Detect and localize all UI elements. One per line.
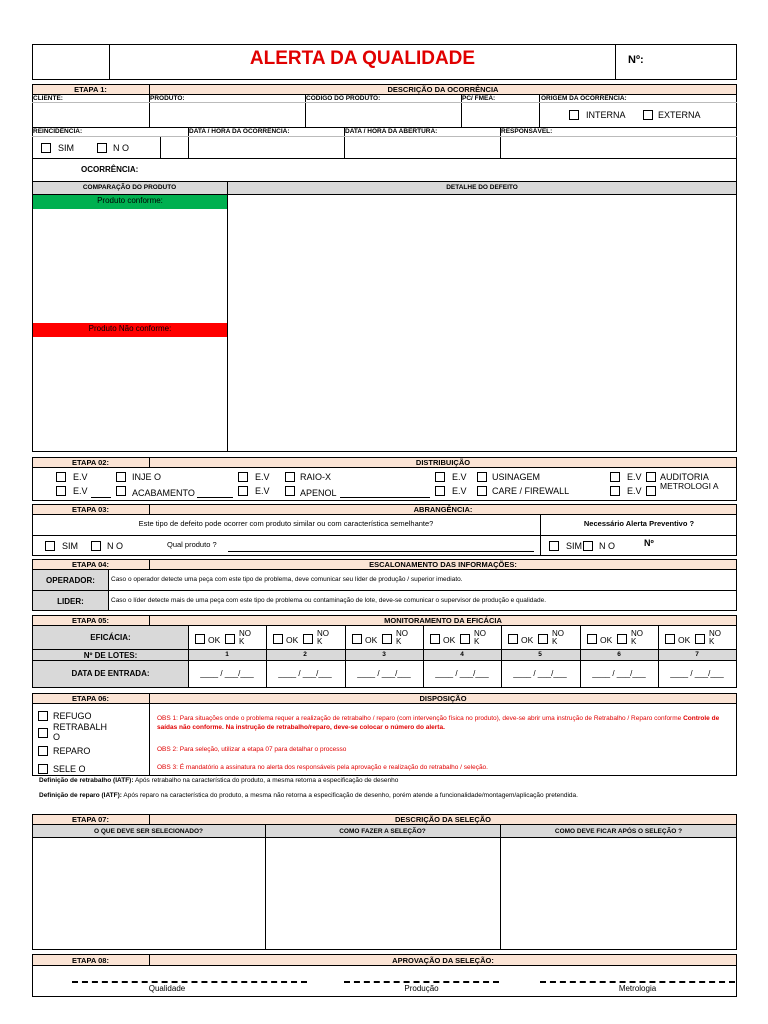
etapa5-title: MONITORAMENTO DA EFICÁCIA <box>384 616 502 625</box>
refugo-checkbox[interactable] <box>38 711 48 721</box>
lote-number-1: 1 <box>225 651 229 658</box>
nok-checkbox-1[interactable] <box>225 634 235 644</box>
data-entrada-6[interactable]: ____ / ___/___ <box>592 669 646 678</box>
ev-checkbox-1[interactable] <box>56 472 66 482</box>
raio-x-label: RAIO-X <box>300 472 332 482</box>
interna-checkbox[interactable] <box>569 110 579 120</box>
data-abertura-label: DATA / HORA DA ABERTURA: <box>345 128 438 135</box>
selecao-col3-field[interactable] <box>501 838 736 949</box>
ok-checkbox-3[interactable] <box>352 634 362 644</box>
ev-label-4: E.V <box>255 486 270 496</box>
lotes-label: Nº DE LOTES: <box>83 651 138 660</box>
nok-label-5: NO K <box>552 629 564 646</box>
obs3-text: OBS 3: É mandatório a assinatura no alerta dos responsáveis pela aprovação e realização do retrabalho / seleção. <box>157 764 488 771</box>
data-abertura-field[interactable] <box>345 137 499 158</box>
ok-label-1: OK <box>208 635 221 645</box>
nok-label-3: NO K <box>396 629 408 646</box>
assinatura-producao[interactable] <box>344 968 499 981</box>
responsavel-field[interactable] <box>501 137 736 158</box>
detalhe-heading: DETALHE DO DEFEITO <box>446 184 518 191</box>
selecao-checkbox[interactable] <box>38 764 48 774</box>
abrangencia-nao-label: N O <box>107 541 124 551</box>
externa-checkbox[interactable] <box>643 110 653 120</box>
cliente-field[interactable] <box>33 103 148 127</box>
ok-label-3: OK <box>365 635 378 645</box>
ev-label-1: E.V <box>73 472 88 482</box>
entrada-label: DATA DE ENTRADA: <box>71 669 150 678</box>
data-entrada-7[interactable]: ____ / ___/___ <box>670 669 724 678</box>
reparo-checkbox[interactable] <box>38 746 48 756</box>
ocorrencia-field[interactable] <box>140 160 735 180</box>
selecao-col1-heading: O QUE DEVE SER SELECIONADO? <box>93 828 204 835</box>
alert-number-field[interactable] <box>652 48 734 76</box>
ok-label-6: OK <box>600 635 613 645</box>
selecao-col2-heading: COMO FAZER A SELEÇÃO? <box>339 828 426 835</box>
ok-checkbox-2[interactable] <box>273 634 283 644</box>
care-firewall-label: CARE / FIREWALL <box>492 486 570 496</box>
sign-metrologia-label: Metrologia <box>618 984 657 993</box>
produto-field[interactable] <box>150 103 304 127</box>
etapa7-stage: ETAPA 07: <box>72 815 109 824</box>
retrabalho-label: RETRABALH O <box>53 722 108 742</box>
reincidencia-nao-label: N O <box>113 143 130 153</box>
reincidencia-sim-checkbox[interactable] <box>41 143 51 153</box>
abrangencia-question: Este tipo de defeito pode ocorrer com produto similar ou com característica semelhante? <box>138 519 434 528</box>
data-ocorrencia-field[interactable] <box>189 137 343 158</box>
definicao-retrabalho: Definição de retrabalho (IATF): Após retrabalho na característica do produto, a mesma retorna a especificação de desenho <box>39 777 399 784</box>
usinagem-label: USINAGEM <box>492 472 541 482</box>
etapa2-title: DISTRIBUIÇÃO <box>415 458 471 467</box>
selecao-label: SELE O <box>53 764 86 774</box>
data-entrada-2[interactable]: ____ / ___/___ <box>278 669 332 678</box>
produto-nao-conforme-image[interactable] <box>33 338 227 451</box>
injecao-checkbox[interactable] <box>116 472 126 482</box>
etapa1-title: DESCRIÇÃO DA OCORRÊNCIA <box>387 85 499 94</box>
reincidencia-nao-checkbox[interactable] <box>97 143 107 153</box>
apenol-checkbox[interactable] <box>285 486 295 496</box>
lote-number-4: 4 <box>460 651 464 658</box>
lote-number-6: 6 <box>617 651 621 658</box>
assinatura-qualidade[interactable] <box>72 968 307 981</box>
acabamento-label: ACABAMENTO <box>132 488 195 498</box>
lote-number-7: 7 <box>695 651 699 658</box>
obs1-text: OBS 1: Para situações onde o problema requer a realização de retrabalho / reparo (com intervenção física no produto), deve-se abrir uma instrução de Retrabalho / Reparo conforme Controle de saídas não conforme. Na instrução de retrabalho/reparo, deve-se colocar o número do alerta. <box>157 715 720 731</box>
preventivo-nao-checkbox[interactable] <box>583 541 593 551</box>
codigo-label: CÓDIGO DO PRODUTO: <box>306 95 381 102</box>
lider-text: Caso o líder detecte mais de uma peça com este tipo de problema ou contaminação de lote, deve-se comunicar o supervisor de produção e qualidade. <box>111 597 547 604</box>
ev-checkbox-3[interactable] <box>238 472 248 482</box>
metrologia-checkbox[interactable] <box>646 486 656 496</box>
etapa8-title: APROVAÇÃO DA SELEÇÃO: <box>392 956 494 965</box>
assinatura-metrologia[interactable] <box>540 968 735 981</box>
cliente-label: CLIENTE: <box>33 95 63 102</box>
etapa8-stage: ETAPA 08: <box>72 956 109 965</box>
nok-label-7: NO K <box>709 629 721 646</box>
pcfmea-label: PC/ FMEA: <box>462 95 496 102</box>
etapa5-stage: ETAPA 05: <box>72 616 109 625</box>
data-entrada-4[interactable]: ____ / ___/___ <box>435 669 489 678</box>
ok-checkbox-1[interactable] <box>195 634 205 644</box>
auditoria-label: AUDITORIA <box>660 472 709 482</box>
data-ocorrencia-label: DATA / HORA DA OCORRÊNCIA: <box>189 128 290 135</box>
produto-conforme-image[interactable] <box>33 210 227 322</box>
eficacia-label: EFICÁCIA: <box>90 633 131 642</box>
ok-label-7: OK <box>678 635 691 645</box>
injecao-label: INJE O <box>132 472 162 482</box>
etapa4-title: ESCALONAMENTO DAS INFORMAÇÕES: <box>369 560 517 569</box>
acabamento-checkbox[interactable] <box>116 486 126 496</box>
data-entrada-1[interactable]: ____ / ___/___ <box>200 669 254 678</box>
selecao-col3-heading: COMO DEVE FICAR APÓS O SELEÇÃO ? <box>554 828 683 835</box>
comparacao-heading: COMPARAÇÃO DO PRODUTO <box>82 184 177 191</box>
etapa6-stage: ETAPA 06: <box>72 694 109 703</box>
ok-label-2: OK <box>286 635 299 645</box>
refugo-label: REFUGO <box>53 711 92 721</box>
etapa6-title: DISPOSIÇÃO <box>419 694 467 703</box>
etapa3-stage: ETAPA 03: <box>72 505 109 514</box>
operador-label: OPERADOR: <box>46 576 95 585</box>
ev-checkbox-4[interactable] <box>238 486 248 496</box>
lote-number-5: 5 <box>538 651 542 658</box>
etapa3-title: ABRANGÊNCIA: <box>413 505 473 514</box>
etapa4-stage: ETAPA 04: <box>72 560 109 569</box>
preventivo-sim-label: SIM <box>566 541 583 551</box>
ok-label-4: OK <box>443 635 456 645</box>
nok-checkbox-2[interactable] <box>303 634 313 644</box>
ev-checkbox-6[interactable] <box>435 486 445 496</box>
lote-number-2: 2 <box>303 651 307 658</box>
ok-checkbox-6[interactable] <box>587 634 597 644</box>
nok-label-2: NO K <box>317 629 329 646</box>
ev-label-8: E.V <box>627 486 642 496</box>
ev-label-6: E.V <box>452 486 467 496</box>
metrologia-label: METROLOGI A <box>660 481 719 491</box>
sign-producao-label: Produção <box>404 984 439 993</box>
ev-label-3: E.V <box>255 472 270 482</box>
nok-label-6: NO K <box>631 629 643 646</box>
qual-produto-label: Qual produto ? <box>167 540 217 549</box>
reincidencia-sim-label: SIM <box>58 143 75 153</box>
produto-label: PRODUTO: <box>150 95 185 102</box>
nok-checkbox-3[interactable] <box>382 634 392 644</box>
selecao-col1-field[interactable] <box>33 838 264 949</box>
abrangencia-sim-checkbox[interactable] <box>45 541 55 551</box>
qual-produto-field[interactable] <box>228 538 534 551</box>
etapa1-stage: ETAPA 1: <box>74 85 107 94</box>
ev-checkbox-2[interactable] <box>56 486 66 496</box>
preventivo-sim-checkbox[interactable] <box>549 541 559 551</box>
nok-checkbox-5[interactable] <box>538 634 548 644</box>
produto-nao-conforme-label: Produto Não conforme: <box>88 324 172 333</box>
page-title: ALERTA DA QUALIDADE <box>249 48 476 69</box>
produto-conforme-label: Produto conforme: <box>97 196 163 205</box>
operador-text: Caso o operador detecte uma peça com este tipo de problema, deve comunicar seu líder de produção / superior imediato. <box>111 576 463 583</box>
lider-label: LIDER: <box>57 597 84 606</box>
ev-checkbox-8[interactable] <box>610 486 620 496</box>
ev-label-5: E.V <box>452 472 467 482</box>
externa-label: EXTERNA <box>658 110 701 120</box>
apenol-label: APENOL <box>300 488 337 498</box>
ev-checkbox-7[interactable] <box>610 472 620 482</box>
interna-label: INTERNA <box>586 110 626 120</box>
codigo-field[interactable] <box>306 103 460 127</box>
retrabalho-checkbox[interactable] <box>38 728 48 738</box>
raio-x-checkbox[interactable] <box>285 472 295 482</box>
abrangencia-nao-checkbox[interactable] <box>91 541 101 551</box>
data-entrada-3[interactable]: ____ / ___/___ <box>357 669 411 678</box>
preventivo-numero-label: Nº <box>644 538 654 548</box>
ok-label-5: OK <box>521 635 534 645</box>
selecao-col2-field[interactable] <box>266 838 499 949</box>
nok-label-4: NO K <box>474 629 486 646</box>
reincidencia-label: REINCIDÊNCIA: <box>33 128 83 135</box>
reparo-label: REPARO <box>53 746 91 756</box>
definicao-reparo: Definição de reparo (IATF): Após reparo na característica do produto, a mesma não retorna a especificação de desenho, porém atende a funcionalidade/montagem/aplicação pretendida. <box>39 792 578 799</box>
ev-label-2: E.V <box>73 486 88 496</box>
ok-checkbox-7[interactable] <box>665 634 675 644</box>
care-firewall-checkbox[interactable] <box>477 486 487 496</box>
alert-number-label: Nº: <box>628 54 644 66</box>
ok-checkbox-5[interactable] <box>508 634 518 644</box>
nok-checkbox-4[interactable] <box>460 634 470 644</box>
nok-checkbox-6[interactable] <box>617 634 627 644</box>
etapa7-title: DESCRIÇÃO DA SELEÇÃO <box>395 815 491 824</box>
sign-qualidade-label: Qualidade <box>148 984 186 993</box>
ev-checkbox-5[interactable] <box>435 472 445 482</box>
header-divider-right <box>615 44 616 80</box>
nok-label-1: NO K <box>239 629 251 646</box>
nok-checkbox-7[interactable] <box>695 634 705 644</box>
data-entrada-5[interactable]: ____ / ___/___ <box>513 669 567 678</box>
responsavel-label: RESPONSÁVEL: <box>501 128 553 135</box>
usinagem-checkbox[interactable] <box>477 472 487 482</box>
lote-number-3: 3 <box>382 651 386 658</box>
ocorrencia-label: OCORRÊNCIA: <box>81 165 139 174</box>
obs2-text: OBS 2: Para seleção, utilizar a etapa 07 para detalhar o processo <box>157 746 347 753</box>
ok-checkbox-4[interactable] <box>430 634 440 644</box>
preventivo-nao-label: N O <box>599 541 616 551</box>
origem-label: ORIGEM DA OCORRÊNCIA: <box>541 95 627 102</box>
ev-label-7: E.V <box>627 472 642 482</box>
pcfmea-field[interactable] <box>462 103 538 127</box>
preventivo-question: Necessário Alerta Preventivo ? <box>583 519 695 528</box>
abrangencia-sim-label: SIM <box>62 541 79 551</box>
etapa2-stage: ETAPA 02: <box>72 458 109 467</box>
detalhe-defeito-field[interactable] <box>228 195 736 451</box>
auditoria-checkbox[interactable] <box>646 472 656 482</box>
